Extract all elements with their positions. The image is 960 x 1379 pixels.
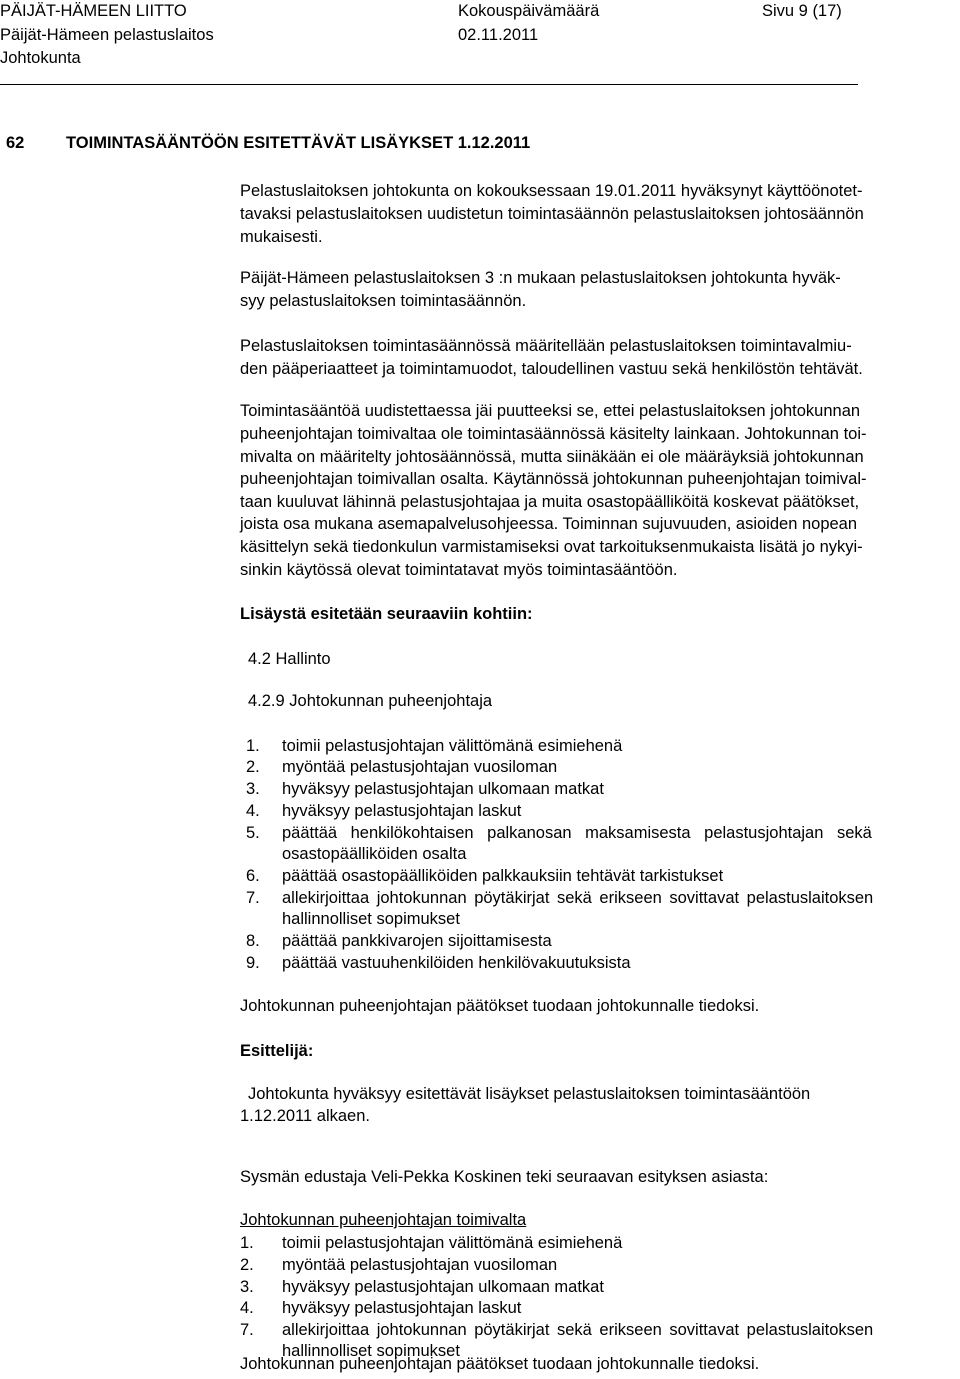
list-number: 8.: [246, 932, 260, 950]
header-org: PÄIJÄT-HÄMEEN LIITTO: [0, 2, 187, 20]
section-title: TOIMINTASÄÄNTÖÖN ESITETTÄVÄT LISÄYKSET 1.12.2011: [66, 134, 531, 152]
paragraph-line: Toimintasääntöä uudistettaessa jäi puutteeksi se, ettei pelastuslaitoksen johtokunnan: [240, 402, 861, 420]
paragraph-line: tavaksi pelastuslaitoksen uudistetun toimintasäännön pelastuslaitoksen johtosäännön: [240, 205, 864, 223]
paragraph-line: joista osa mukana asemapalvelusohjeessa. Toiminnan sujuvuuden, asioiden nopean: [240, 515, 858, 533]
paragraph-line: sinkin käytössä olevat toimintatavat myös toimintasääntöön.: [240, 561, 678, 579]
list-item: hyväksyy pelastusjohtajan ulkomaan matkat: [282, 1278, 604, 1296]
proposal-line: 1.12.2011 alkaen.: [240, 1107, 370, 1125]
list-item: allekirjoittaa johtokunnan pöytäkirjat sekä erikseen sovittavat pelastuslaitoksen: [282, 889, 874, 907]
sysma-intro: Sysmän edustaja Veli-Pekka Koskinen teki seuraavan esityksen asiasta:: [240, 1168, 769, 1186]
list-item: toimii pelastusjohtajan välittömänä esimiehenä: [282, 1234, 623, 1252]
presenter-label: Esittelijä:: [240, 1042, 314, 1060]
paragraph-line: Pelastuslaitoksen toimintasäännössä määritellään pelastuslaitoksen toimintavalmiu-: [240, 337, 852, 355]
list-number: 9.: [246, 954, 260, 972]
list-number: 5.: [246, 824, 260, 842]
list-item: hyväksyy pelastusjohtajan laskut: [282, 1299, 522, 1317]
header-page-number: Sivu 9 (17): [762, 2, 842, 20]
list-number: 3.: [240, 1278, 254, 1296]
list-number: 4.: [246, 802, 260, 820]
list-item: toimii pelastusjohtajan välittömänä esimiehenä: [282, 737, 623, 755]
list-item: päättää henkilökohtaisen palkanosan maksamisesta pelastusjohtajan sekä: [282, 824, 872, 842]
subsection-title: 4.2 Hallinto: [248, 650, 331, 668]
list-number: 4.: [240, 1299, 254, 1317]
list-item-continuation: hallinnolliset sopimukset: [282, 1342, 460, 1360]
paragraph-line: Päijät-Hämeen pelastuslaitoksen 3 :n mukaan pelastuslaitoksen johtokunta hyväk-: [240, 269, 841, 287]
final-note: Johtokunnan puheenjohtajan päätökset tuodaan johtokunnalle tiedoksi.: [240, 1355, 760, 1373]
paragraph-line: puheenjohtajan toimivallan osalta. Käytännössä johtokunnan puheenjohtajan toimival-: [240, 470, 867, 488]
list-item: myöntää pelastusjohtajan vuosiloman: [282, 1256, 558, 1274]
sysma-heading: Johtokunnan puheenjohtajan toimivalta: [240, 1211, 527, 1229]
list-item-continuation: osastopäälliköiden osalta: [282, 845, 467, 863]
additions-heading: Lisäystä esitetään seuraaviin kohtiin:: [240, 605, 533, 623]
list-item: myöntää pelastusjohtajan vuosiloman: [282, 758, 558, 776]
header-body: Johtokunta: [0, 49, 81, 67]
list-item: päättää pankkivarojen sijoittamisesta: [282, 932, 552, 950]
list-item-continuation: hallinnolliset sopimukset: [282, 910, 460, 928]
header-date-label: Kokouspäivämäärä: [458, 2, 600, 20]
paragraph-line: mivalta on määritelty johtosäännössä, mutta siinäkään ei ole määräyksiä johtokunnan: [240, 448, 864, 466]
list-number: 7.: [246, 889, 260, 907]
list-item: allekirjoittaa johtokunnan pöytäkirjat sekä erikseen sovittavat pelastuslaitoksen: [282, 1321, 874, 1339]
list-item: päättää osastopäälliköiden palkkauksiin tehtävät tarkistukset: [282, 867, 724, 885]
paragraph-line: puheenjohtajan toimivaltaa ole toimintasäännössä käsitelty lainkaan. Johtokunnan toi-: [240, 425, 867, 443]
list-number: 1.: [246, 737, 260, 755]
list-number: 3.: [246, 780, 260, 798]
proposal-line: Johtokunta hyväksyy esitettävät lisäykset pelastuslaitoksen toimintasääntöön: [248, 1085, 811, 1103]
section-number: 62: [6, 134, 25, 152]
decision-note: Johtokunnan puheenjohtajan päätökset tuodaan johtokunnalle tiedoksi.: [240, 997, 760, 1015]
paragraph-line: taan kuuluvat lähinnä pelastusjohtajaa ja muita osastopäälliköitä koskevat päätökset,: [240, 493, 860, 511]
paragraph-line: mukaisesti.: [240, 228, 323, 246]
paragraph-line: käsittelyn sekä tiedonkulun varmistamiseksi ovat tarkoituksenmukaista lisätä jo nykyi-: [240, 538, 863, 556]
paragraph-line: syy pelastuslaitoksen toimintasäännön.: [240, 292, 527, 310]
list-item: hyväksyy pelastusjohtajan laskut: [282, 802, 522, 820]
header-unit: Päijät-Hämeen pelastuslaitos: [0, 26, 214, 44]
list-number: 2.: [246, 758, 260, 776]
paragraph-line: Pelastuslaitoksen johtokunta on kokouksessaan 19.01.2011 hyväksynyt käyttöönotet-: [240, 182, 863, 200]
header-divider: [0, 84, 858, 85]
list-number: 7.: [240, 1321, 254, 1339]
list-item: hyväksyy pelastusjohtajan ulkomaan matkat: [282, 780, 604, 798]
subsection-title: 4.2.9 Johtokunnan puheenjohtaja: [248, 692, 493, 710]
header-date: 02.11.2011: [458, 26, 539, 44]
list-number: 1.: [240, 1234, 254, 1252]
list-item: päättää vastuuhenkilöiden henkilövakuutuksista: [282, 954, 631, 972]
paragraph-line: den pääperiaatteet ja toimintamuodot, taloudellinen vastuu sekä henkilöstön tehtävät.: [240, 360, 863, 378]
list-number: 6.: [246, 867, 260, 885]
list-number: 2.: [240, 1256, 254, 1274]
